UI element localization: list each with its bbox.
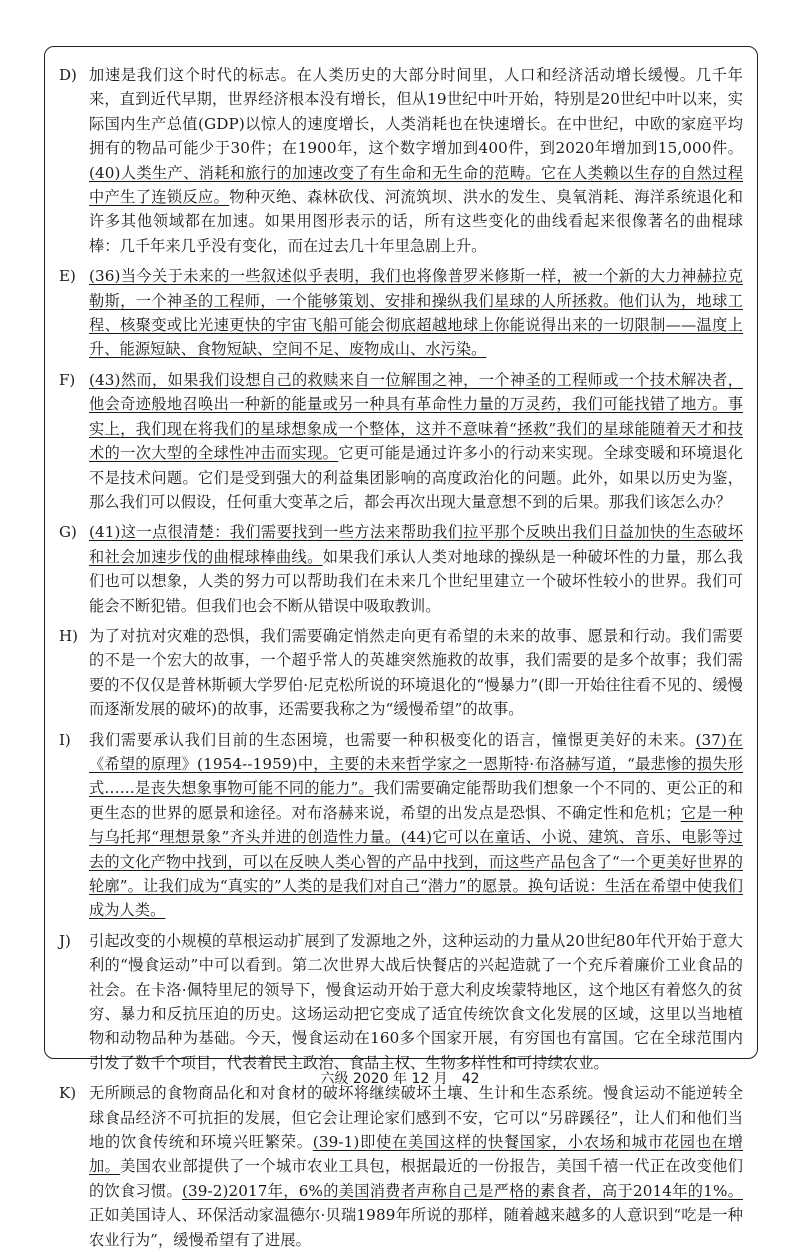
underlined-sentence: 它是一种与乌托邦“理想景象”齐头并进的创造性力量。 — [89, 803, 743, 847]
sentence: 美国农业部提供了一个城市农业工具包，根据最近的一份报告，美国千禧一代正在改变他们的饮食习惯。 — [89, 1157, 744, 1200]
paragraph — [59, 1081, 743, 1252]
paragraph-text — [89, 1081, 743, 1252]
paragraph-text — [89, 520, 743, 618]
underlined-sentence: (40)人类生产、消耗和旅行的加速改变了有生命和无生命的范畴。它在人类赖以生存的自然过程中产生了连锁反应。 — [89, 163, 743, 207]
paragraph-text — [89, 929, 743, 1075]
paragraph — [59, 624, 743, 722]
sentence: 引起改变的小规模的草根运动扩展到了发源地之外，这种运动的力量从20世纪80年代开始于意大利的“慢食运动”中可以看到。第二次世界大战后快餐店的兴起造就了一个充斥着廉价工业食品的社会。在卡洛·佩特里尼的领导下，慢食运动开始于意大利皮埃蒙特地区，这个地区有着悠久的贫穷、暴力和反抗压迫的历史。这场运动把它变成了适宜传统饮食文化发展的区域，这里以当地植物和动物品种为基础。今天，慢食运动在160多个国家开展，有穷国也有富国。它在全球范围内引发了数千个项目，代表着民主政治、食品主权、生物多样性和可持续农业。 — [89, 931, 743, 1072]
paragraph-text — [89, 63, 743, 258]
paragraph — [59, 368, 743, 514]
sentence: 加速是我们这个时代的标志。在人类历史的大部分时间里，人口和经济活动增长缓慢。几千年来，直到近代早期，世界经济根本没有增长，但从19世纪中叶开始，特别是20世纪中叶以来，实际国内生产总值(GDP)以惊人的速度增长，人类消耗也在快速增长。在中世纪，中欧的家庭平均拥有的物品可能少于30件；在1900年，这个数字增加到400件，到2020年增加到15,000件。 — [89, 66, 743, 158]
paragraph — [59, 264, 743, 362]
paragraph-label: D) — [59, 66, 77, 84]
paragraph — [59, 929, 743, 1075]
paragraph — [59, 520, 743, 618]
underlined-sentence: (44)它可以在童话、小说、建筑、音乐、电影等过去的文化产物中找到，可以在反映人类心智的产品中找到，而这些产品包含了“一个更美好世界的轮廓”。让我们成为“真实的”人类的是我们对自己“潜力”的愿景。换句话说：生活在希望中使我们成为人类。 — [89, 828, 743, 920]
sentence: 无所顾忌的食物商品化和对食材的破坏将继续破坏土壤、生计和生态系统。慢食运动不能逆转全球食品经济不可抗拒的发展，但它会让理论家们感到不安，它可以“另辟蹊径”，让人们和他们当地的饮食传统和环境兴旺繁荣。 — [89, 1084, 743, 1152]
sentence: 为了对抗对灾难的恐惧，我们需要确定悄然走向更有希望的未来的故事、愿景和行动。我们需要的不是一个宏大的故事，一个超乎常人的英雄突然施救的故事，我们需要的是多个故事；我们需要的不仅仅是普林斯顿大学罗伯·尼克松所说的环境退化的“慢暴力”(即一开始往往看不见的、缓慢而逐渐发展的破坏)的故事，还需要我称之为“缓慢希望”的故事。 — [89, 626, 743, 719]
paragraph-label: K) — [59, 1084, 77, 1103]
paragraph-label: E) — [59, 267, 76, 286]
underlined-sentence: (43)然而，如果我们设想自己的救赎来自一位解围之神，一个神圣的工程师或一个技术解决者，他会奇迹般地召唤出一种新的能量或另一种具有革命性力量的万灵药，我们可能找错了地方。事实上，我们现在将我们的星球想象成一个整体，这并不意味着“拯救”我们的星球能随着天才和技术的一次大型的全球性冲击而实现。 — [89, 370, 743, 463]
underlined-sentence: (41)这一点很清楚：我们需要找到一些方法来帮助我们拉平那个反映出我们日益加快的生态破坏和社会加速步伐的曲棍球棒曲线。 — [89, 523, 743, 566]
page-footer: 六级 2020 年 12 月 42 — [320, 1071, 480, 1087]
paragraph — [59, 63, 743, 258]
underlined-sentence: (36)当今关于未来的一些叙述似乎表明，我们也将像普罗米修斯一样，被一个新的大力神赫拉克勒斯，一个神圣的工程师，一个能够策划、安排和操纵我们星球的人所拯救。他们认为，地球工程、核聚变或比光速更快的宇宙飞船可能会彻底超越地球上你能说得出来的一切限制——温度上升、能源短缺、食物短缺、空间不足、废物成山、水污染。 — [89, 267, 743, 359]
paragraph-text — [89, 624, 743, 722]
underlined-sentence: (37)在《希望的原理》(1954--1959)中，主要的未来哲学家之一恩斯特·布洛赫写道，“最悲惨的损失形式……是丧失想象事物可能不同的能力”。 — [89, 730, 743, 798]
paragraph-text — [89, 368, 743, 514]
paragraph-text — [89, 264, 743, 362]
paragraph-label: F) — [59, 370, 76, 389]
sentence: 正如美国诗人、环保活动家温德尔·贝瑞1989年所说的那样，随着越来越多的人意识到“吃是一种农业行为”，缓慢希望有了进展。 — [89, 1206, 743, 1249]
paragraph-label: J) — [59, 931, 71, 950]
paragraph-label: G) — [59, 523, 77, 542]
sentence: 我们需要承认我们目前的生态困境，也需要一种积极变化的语言，憧憬更美好的未来。 — [89, 730, 696, 749]
sentence: 它更可能是通过许多小的行动来实现。全球变暖和环境退化不是技术问题。它们是受到强大的利益集团影响的高度政治化的问题。此外，如果以历史为鉴，那么我们可以假设，任何重大变革之后，都会再次出现大量意想不到的后果。那我们该怎么办？ — [89, 444, 743, 511]
sentence: 物种灭绝、森林砍伐、河流筑坝、洪水的发生、臭氧消耗、海洋系统退化和许多其他领域都在加速。如果用图形表示的话，所有这些变化的曲线看起来很像著名的曲棍球棒：几千年来几乎没有变化，而在过去几十年里急剧上升。 — [89, 188, 743, 255]
paragraph-label: H) — [59, 626, 78, 645]
paragraph-label: I) — [59, 730, 71, 749]
paragraph-text — [89, 728, 743, 923]
sentence: 如果我们承认人类对地球的操纵是一种破坏性的力量，那么我们也可以想象，人类的努力可以帮助我们在未来几个世纪里建立一个破坏性较小的世界。我们可能会不断犯错。但我们也会不断从错误中吸取教训。 — [89, 547, 744, 615]
sentence: 我们需要确定能帮助我们想象一个不同的、更公正的和更生态的世界的愿景和途径。对布洛赫来说，希望的出发点是恐惧、不确定性和危机； — [89, 779, 743, 822]
underlined-sentence: (39-1)即使在美国这样的快餐国家，小农场和城市花园也在增加。 — [89, 1133, 743, 1176]
underlined-sentence: (39-2)2017年，6%的美国消费者声称自己是严格的素食者，高于2014年的1%。 — [181, 1181, 743, 1200]
paragraph — [59, 728, 743, 923]
